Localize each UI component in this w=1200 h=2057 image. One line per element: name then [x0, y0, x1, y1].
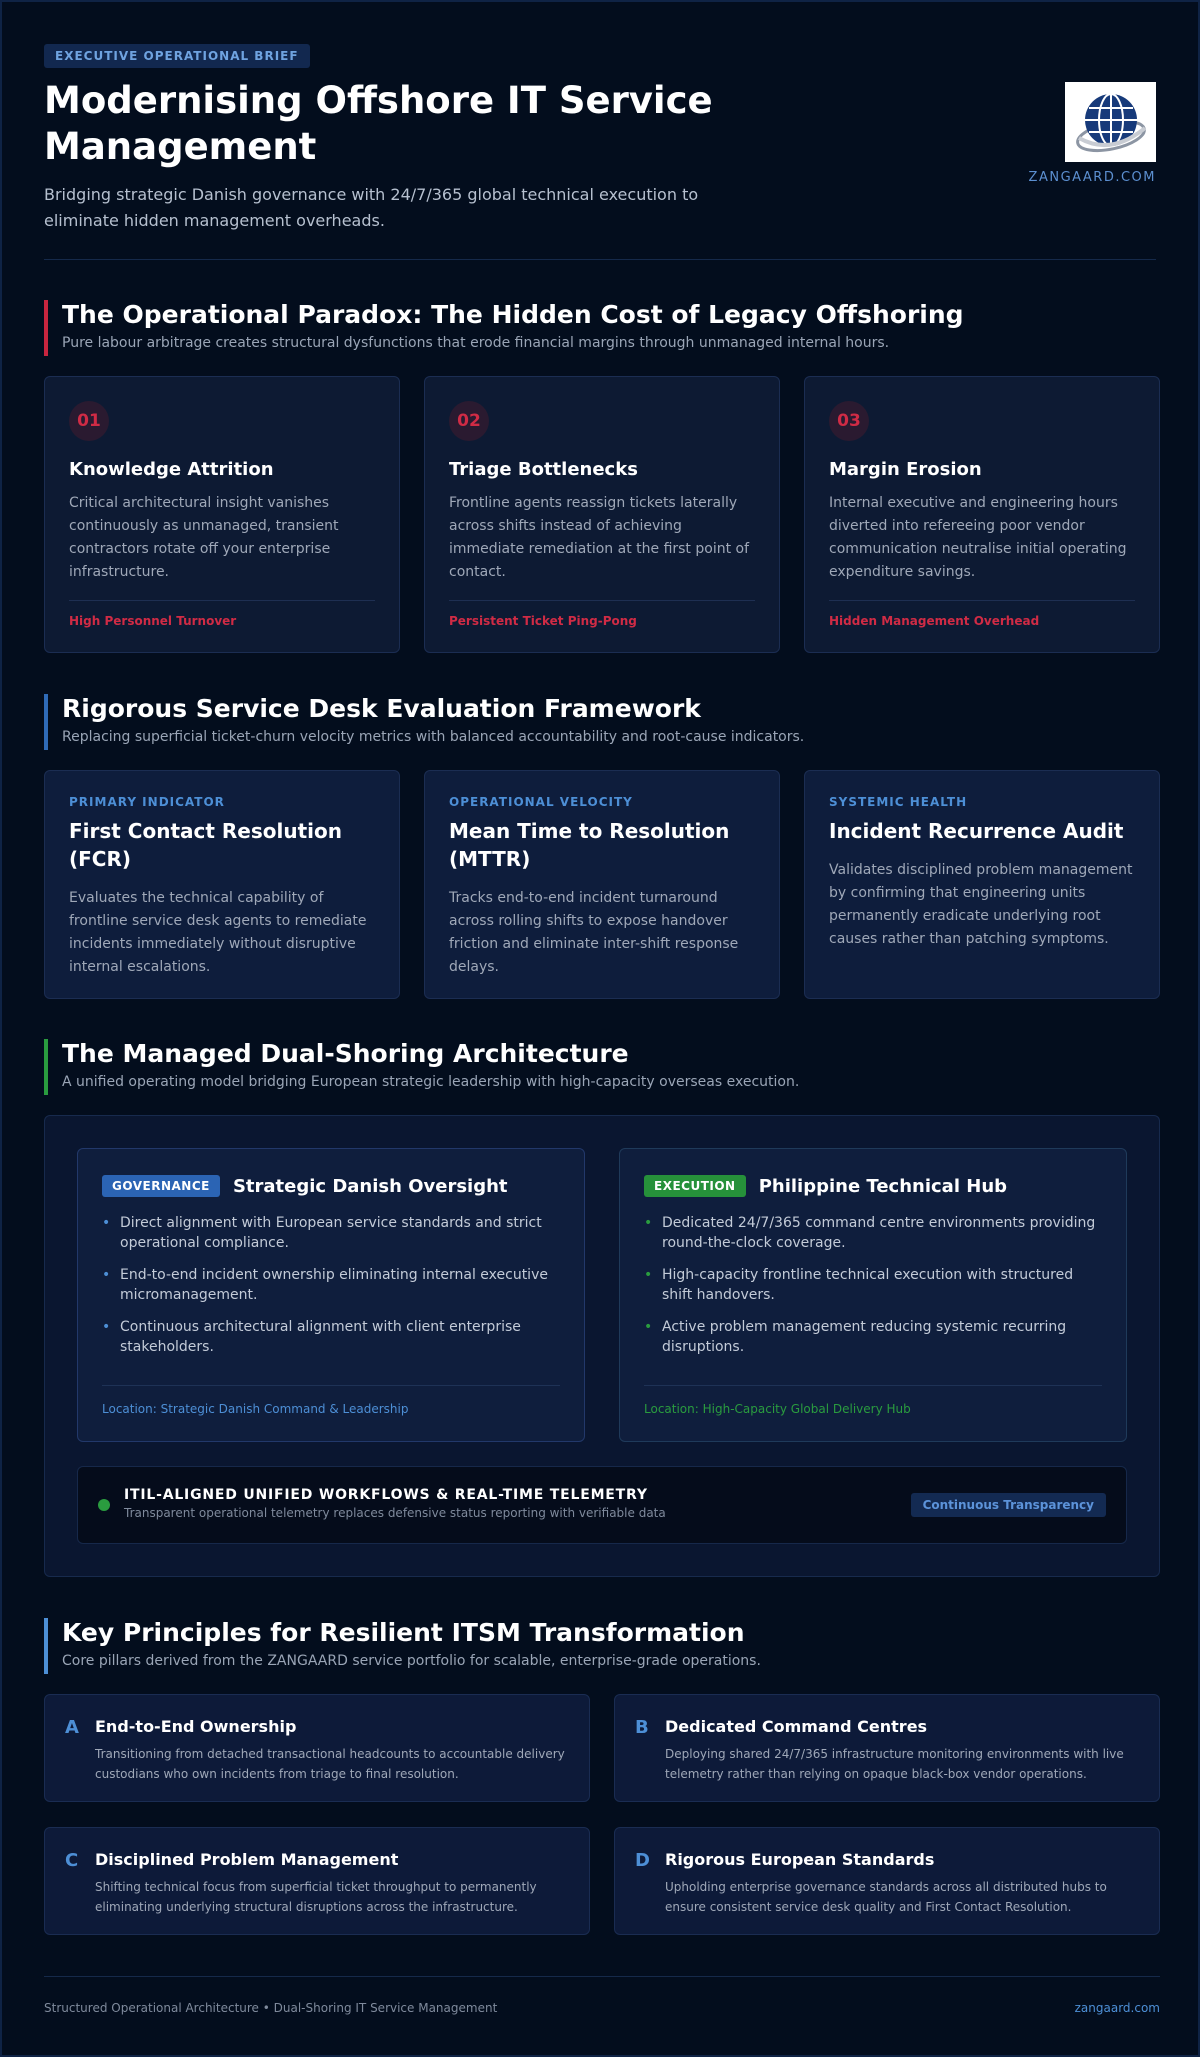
principle-text: Transitioning from detached transactional headcounts to accountable delivery custodians who own incidents from triage to final resolution. — [95, 1747, 565, 1781]
execution-list — [644, 1213, 1102, 1357]
metric-title: Mean Time to Resolution (MTTR) — [449, 819, 730, 871]
governance-column — [77, 1148, 585, 1442]
governance-list — [102, 1213, 560, 1357]
principle-card-c — [44, 1827, 590, 1935]
transparency-badge: Continuous Transparency — [911, 1493, 1106, 1517]
list-item: • Dedicated 24/7/365 command centre environments providing round-the-clock coverage. — [644, 1215, 1096, 1251]
execution-tag: EXECUTION — [644, 1175, 746, 1197]
bullet-icon: • — [644, 1215, 653, 1231]
card-number: 01 — [69, 401, 109, 441]
list-item: • End-to-end incident ownership eliminating internal executive micromanagement. — [102, 1267, 548, 1303]
paradox-accent-bar — [44, 300, 48, 356]
bullet-icon: • — [102, 1215, 111, 1231]
status-dot-icon — [98, 1499, 110, 1511]
list-item: • Active problem management reducing systemic recurring disruptions. — [644, 1319, 1067, 1355]
metric-label: SYSTEMIC HEALTH — [829, 795, 968, 809]
principles-title: Key Principles for Resilient ITSM Transformation — [62, 1618, 745, 1647]
card-divider — [69, 600, 375, 601]
card-footnote: Persistent Ticket Ping-Pong — [449, 614, 637, 628]
bullet-icon: • — [644, 1267, 653, 1283]
page-subtitle: Bridging strategic Danish governance with 24/7/365 global technical execution to eliminate hidden management overheads. — [44, 185, 699, 230]
bullet-icon: • — [102, 1267, 111, 1283]
principle-title: End-to-End Ownership — [95, 1717, 297, 1736]
telemetry-bar — [77, 1466, 1127, 1544]
card-number: 03 — [829, 401, 869, 441]
telemetry-subtitle: Transparent operational telemetry replaces defensive status reporting with verifiable data — [124, 1506, 666, 1520]
bullet-icon: • — [102, 1319, 111, 1335]
principle-title: Rigorous European Standards — [665, 1850, 935, 1869]
logo-domain: ZANGAARD.COM — [1028, 170, 1156, 185]
framework-title: Rigorous Service Desk Evaluation Framework — [62, 694, 701, 723]
governance-title: Strategic Danish Oversight — [232, 1175, 508, 1197]
footer-caption: Structured Operational Architecture • Dual-Shoring IT Service Management — [44, 2001, 498, 2015]
principle-card-b — [614, 1694, 1160, 1802]
globe-logo-icon — [1065, 82, 1156, 162]
framework-accent-bar — [44, 694, 48, 750]
card-title: Margin Erosion — [829, 459, 982, 480]
header — [44, 2, 1156, 260]
footer — [44, 1976, 1160, 2015]
metric-card-mttr — [424, 770, 780, 999]
card-footnote: Hidden Management Overhead — [829, 614, 1040, 628]
column-divider — [644, 1385, 1102, 1386]
principles-accent-bar — [44, 1618, 48, 1674]
principle-letter: D — [635, 1850, 650, 1871]
bullet-icon: • — [644, 1319, 653, 1335]
framework-subtitle: Replacing superficial ticket-churn velocity metrics with balanced accountability and root-cause indicators. — [62, 729, 805, 745]
footer-link[interactable]: zangaard.com — [1074, 2001, 1160, 2015]
list-item: • Continuous architectural alignment with client enterprise stakeholders. — [102, 1319, 521, 1355]
paradox-card-2 — [424, 376, 780, 653]
architecture-heading — [44, 1039, 799, 1090]
card-text: Internal executive and engineering hours diverted into refereeing poor vendor communication neutralise initial operating expenditure savings. — [829, 495, 1127, 580]
metric-title: Incident Recurrence Audit — [829, 819, 1124, 843]
execution-title: Philippine Technical Hub — [758, 1175, 1008, 1197]
framework-heading — [44, 694, 804, 745]
list-item: • Direct alignment with European service standards and strict operational compliance. — [102, 1215, 542, 1251]
paradox-card-1 — [44, 376, 400, 653]
principles-subtitle: Core pillars derived from the ZANGAARD service portfolio for scalable, enterprise-grade operations. — [62, 1653, 761, 1669]
card-text: Critical architectural insight vanishes continuously as unmanaged, transient contractors rotate off your enterprise infrastructure. — [69, 495, 339, 580]
card-text: Frontline agents reassign tickets laterally across shifts instead of achieving immediate remediation at the first point of contact. — [449, 495, 750, 580]
principle-title: Disciplined Problem Management — [95, 1850, 399, 1869]
principle-letter: C — [65, 1850, 79, 1871]
metric-label: PRIMARY INDICATOR — [69, 795, 225, 809]
page-title: Modernising Offshore IT Service Management — [44, 79, 713, 168]
principle-text: Deploying shared 24/7/365 infrastructure monitoring environments with live telemetry rather than relying on opaque black-box vendor operations. — [665, 1747, 1124, 1781]
principles-heading — [44, 1618, 761, 1669]
card-divider — [829, 600, 1135, 601]
metric-text: Tracks end-to-end incident turnaround across rolling shifts to expose handover friction and eliminate inter-shift response delays. — [449, 890, 739, 975]
principle-letter: A — [65, 1717, 79, 1738]
metric-text: Evaluates the technical capability of frontline service desk agents to remediate incidents immediately without disruptive internal escalations. — [69, 890, 367, 975]
paradox-title: The Operational Paradox: The Hidden Cost of Legacy Offshoring — [62, 300, 964, 329]
architecture-panel — [44, 1115, 1160, 1577]
execution-location: Location: High-Capacity Global Delivery Hub — [644, 1402, 911, 1416]
principle-text: Shifting technical focus from superficial ticket throughput to permanently eliminating underlying structural disruptions across the infrastructure. — [95, 1880, 537, 1914]
metric-card-fcr — [44, 770, 400, 999]
architecture-accent-bar — [44, 1039, 48, 1095]
brief-badge: EXECUTIVE OPERATIONAL BRIEF — [44, 44, 310, 68]
list-item: • High-capacity frontline technical execution with structured shift handovers. — [644, 1267, 1074, 1303]
principle-title: Dedicated Command Centres — [665, 1717, 928, 1736]
paradox-heading — [44, 300, 964, 351]
card-title: Triage Bottlenecks — [449, 459, 638, 480]
principle-card-d — [614, 1827, 1160, 1935]
card-number: 02 — [449, 401, 489, 441]
card-title: Knowledge Attrition — [69, 459, 274, 480]
metric-label: OPERATIONAL VELOCITY — [449, 795, 633, 809]
execution-column — [619, 1148, 1127, 1442]
principle-text: Upholding enterprise governance standards across all distributed hubs to ensure consistent service desk quality and First Contact Resolution. — [665, 1880, 1107, 1914]
metric-title: First Contact Resolution (FCR) — [69, 819, 342, 871]
paradox-card-3 — [804, 376, 1160, 653]
architecture-subtitle: A unified operating model bridging European strategic leadership with high-capacity overseas execution. — [62, 1074, 800, 1090]
metric-text: Validates disciplined problem management by confirming that engineering units permanently eradicate underlying root causes rather than patching symptoms. — [829, 862, 1133, 947]
architecture-title: The Managed Dual-Shoring Architecture — [62, 1039, 629, 1068]
card-footnote: High Personnel Turnover — [69, 614, 237, 628]
principle-letter: B — [635, 1717, 649, 1738]
card-divider — [449, 600, 755, 601]
column-divider — [102, 1385, 560, 1386]
governance-location: Location: Strategic Danish Command & Leadership — [102, 1402, 409, 1416]
governance-tag: GOVERNANCE — [102, 1175, 220, 1197]
metric-card-recurrence — [804, 770, 1160, 999]
paradox-subtitle: Pure labour arbitrage creates structural dysfunctions that erode financial margins through unmanaged internal hours. — [62, 335, 890, 351]
principle-card-a — [44, 1694, 590, 1802]
telemetry-title: ITIL-ALIGNED UNIFIED WORKFLOWS & REAL-TIME TELEMETRY — [124, 1487, 648, 1503]
